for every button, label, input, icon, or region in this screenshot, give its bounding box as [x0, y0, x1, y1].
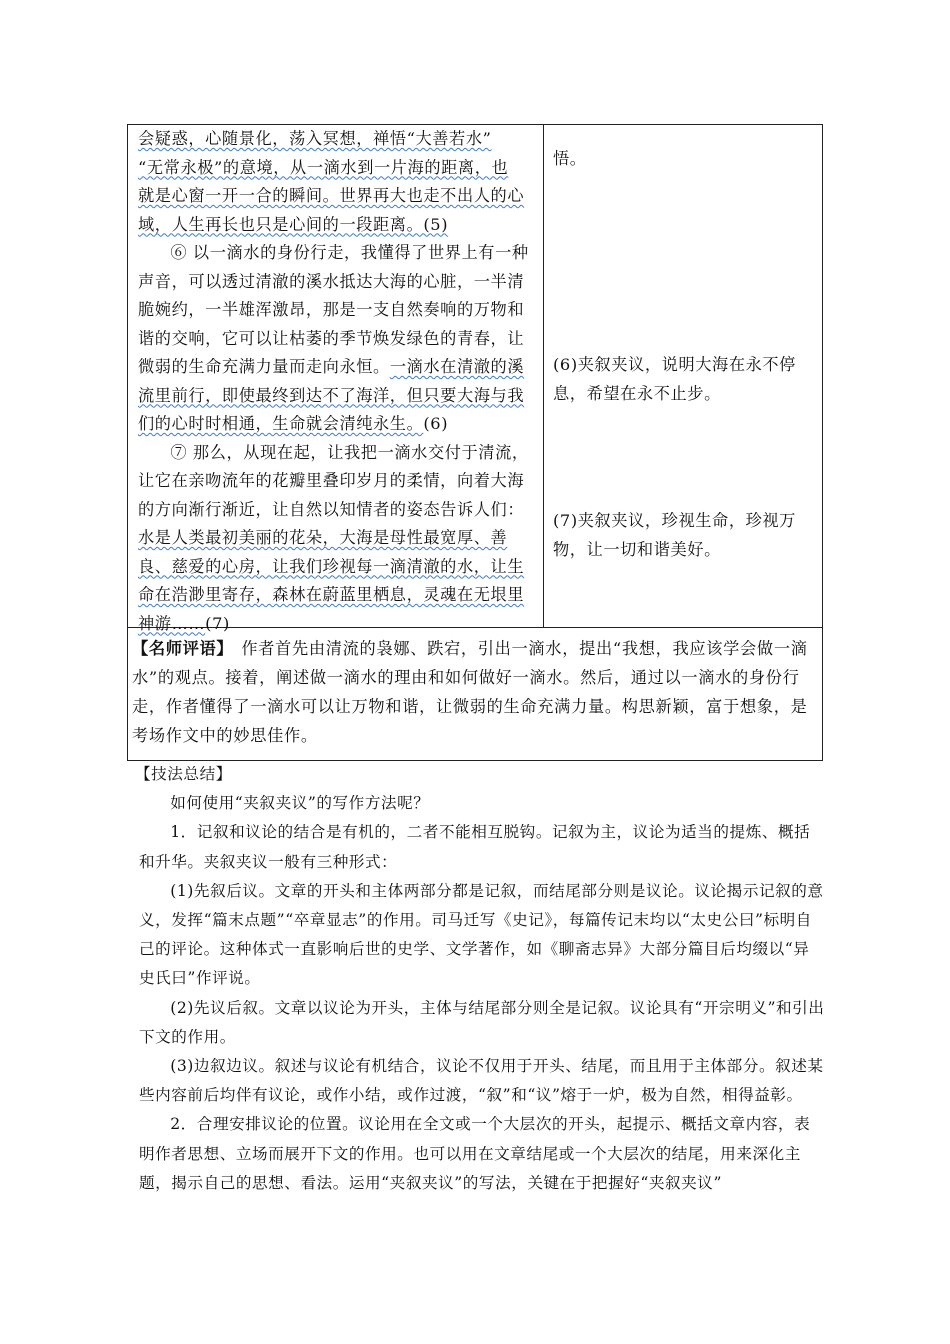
notes-column [544, 125, 822, 627]
para6-text: ⑥ 以一滴水的身份行走，我懂得了世界上有一种声音，可以透过清澈的溪水抵达大海的心脏，一半清脆婉约，一半雄浑激昂，那是一支自然奏响的万物和谐的交响，它可以让枯萎的季节焕发绿色的青春，让微弱的生命充满力量而走向永恒。 [138, 243, 529, 376]
para7-marker: (7) [205, 613, 230, 633]
para7-text: ⑦ 那么，从现在起，让我把一滴水交付于清流，让它在亲吻流年的花瓣里叠印岁月的柔情，向着大海的方向渐行渐近，让自然以知情者的姿态告诉人们： [138, 442, 529, 519]
summary-heading: 【技法总结】 [135, 765, 232, 783]
para6-underlined: 一滴水在清澈的溪流里前行，即使最终到达不了海洋，但只要大海与我们的心时时相通，生命就会清纯永生。 [138, 357, 525, 433]
paragraph-6 [138, 239, 539, 439]
para7-underlined: 水是人类最初美丽的花朵，大海是母性最宽厚、善良、慈爱的心房，让我们珍视每一滴清澈的水，让生命在浩渺里寄存，森林在蔚蓝里栖息，灵魂在无垠里神游…… [138, 528, 525, 633]
paragraph-7 [138, 439, 539, 639]
para5-line-1: 会疑惑，心随景化，荡入冥想，禅悟“大善若水” [138, 129, 492, 148]
summary-point-2: 2．合理安排议论的位置。议论用在全文或一个大层次的开头，起提示、概括文章内容，表明作者思想、立场而展开下文的作用。也可以用在文章结尾或一个大层次的结尾，用来深化主题，揭示自己的思想、看法。运用“夹叙夹议”的写法，关键在于把握好“夹叙夹议” [139, 1115, 811, 1192]
note-7: (7)夹叙夹议，珍视生命，珍视万物，让一切和谐美好。 [553, 511, 796, 559]
summary-form-2: (2)先议后叙。文章以议论为开头，主体与结尾部分则全是记叙。议论具有“开宗明义”和引出下文的作用。 [139, 998, 825, 1046]
summary-point-1: 1．记叙和议论的结合是有机的，二者不能相互脱钩。记叙为主，议论为适当的提炼、概括和升华。夹叙夹议一般有三种形式： [139, 823, 811, 871]
summary-question: 如何使用“夹叙夹议”的写作方法呢？ [170, 794, 430, 813]
note-6: (6)夹叙夹议，说明大海在永不停息，希望在永不止步。 [553, 355, 796, 403]
essay-table [127, 124, 823, 761]
paragraph-5 [138, 125, 539, 239]
comment-text: 作者首先由清流的袅娜、跌宕，引出一滴水，提出“我想，我应该学会做一滴水”的观点。接着，阐述做一滴水的理由和如何做好一滴水。然后，通过以一滴水的身份行走，作者懂得了一滴水可以让万物和谐，让微弱的生命充满力量。构思新颖，富于想象，是考场作文中的妙思佳作。 [132, 639, 808, 745]
essay-row [128, 125, 822, 633]
para5-line-3: 就是心窗一开一合的瞬间。世界再大也走不出人的心 [138, 186, 525, 205]
teacher-comment [128, 628, 822, 760]
para5-line-2: “无常永极”的意境，从一滴水到一片海的距离，也 [138, 157, 509, 177]
summary-form-3: (3)边叙边议。叙述与议论有机结合，议论不仅用于开头、结尾，而且用于主体部分。叙述某些内容前后均伴有议论，或作小结，或作过渡，“叙”和“议”熔于一炉，极为自然，相得益彰。 [139, 1057, 824, 1105]
comment-label: 【名师评语】 [132, 639, 234, 658]
note-5: 悟。 [553, 149, 587, 168]
para6-marker: (6) [423, 414, 449, 433]
summary-form-1: (1)先叙后议。文章的开头和主体两部分都是记叙，而结尾部分则是议论。议论揭示记叙的意义，发挥“篇末点题”“卒章显志”的作用。司马迁写《史记》，每篇传记末均以“太史公曰”标明自己的评论。这种体式一直影响后世的史学、文学著作，如《聊斋志异》大部分篇目后均缀以“异史氏曰”作评说。 [139, 881, 824, 988]
technique-summary [135, 760, 825, 1198]
essay-text-column [128, 125, 544, 633]
para5-line-4: 域，人生再长也只是心间的一段距离。(5) [138, 214, 449, 234]
